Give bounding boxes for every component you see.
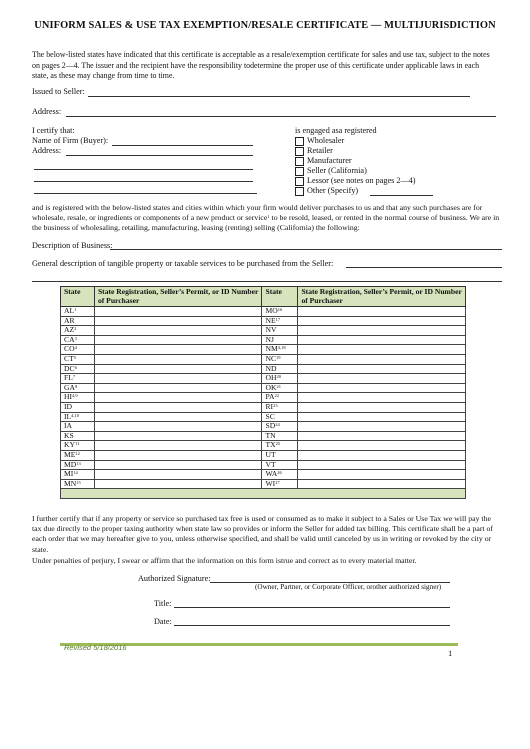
other-checkbox[interactable]	[295, 187, 304, 196]
state-footnote: 4,18	[277, 345, 286, 351]
state-code: TN	[265, 430, 276, 440]
state-code: HI	[64, 392, 73, 402]
state-footnote: 24	[275, 422, 280, 428]
registered-paragraph: and is registered with the below-listed states and cities within which your firm would deliver purchases to us and that any such purchases are for wholesale, resale, or ingredients or components of a new product or service$^1$ to be resold, leased, or rented in the normal course of business. We are in the business of wholesaling, retailing, manufacturing, leasing (renting) selling (California) the following:	[32, 203, 500, 233]
lessor-checkbox[interactable]	[295, 177, 304, 186]
state-footnote: 12	[75, 450, 80, 456]
registration-number-field[interactable]	[94, 307, 262, 317]
registration-column-header: State Registration, Seller’s Permit, or ID Number of Purchaser	[94, 287, 262, 307]
states-table-body	[61, 307, 466, 499]
signature-note: (Owner, Partner, or Corporate Officer, orother authorized signer)	[255, 583, 442, 591]
states-table	[60, 286, 466, 499]
wholesaler-checkbox[interactable]	[295, 137, 304, 146]
registration-number-field[interactable]	[94, 345, 262, 355]
registration-number-field[interactable]	[94, 431, 262, 441]
general-description-label: General description of tangible property or taxable services to be purchased from the Seller:	[32, 259, 334, 268]
table-row	[61, 412, 466, 422]
state-footnote: 26	[277, 470, 282, 476]
state-code: NV	[265, 325, 277, 335]
state-code: ME	[64, 449, 76, 459]
state-code: CO	[64, 344, 75, 354]
state-footnote: 2	[74, 326, 77, 332]
firm-address-label: Address:	[32, 146, 62, 155]
general-description-field-1[interactable]	[346, 267, 502, 268]
state-code: WI	[265, 478, 276, 488]
registration-number-field[interactable]	[94, 422, 262, 432]
state-code: MO	[265, 306, 278, 315]
state-code: TX	[265, 440, 276, 450]
issued-to-label: Issued to Seller:	[32, 87, 85, 96]
state-footnote: 20	[276, 374, 281, 380]
state-code: ID	[64, 401, 73, 411]
seller-california-label: Seller (California)	[307, 166, 367, 175]
state-code-cell	[262, 479, 298, 489]
table-header-row	[61, 287, 466, 307]
table-row	[61, 364, 466, 374]
signature-label: Authorized Signature:	[138, 574, 211, 583]
state-code: OK	[265, 382, 277, 392]
registration-number-field[interactable]	[298, 470, 466, 480]
registration-number-field[interactable]	[298, 307, 466, 317]
state-code: MI	[64, 469, 74, 479]
state-footnote: 21	[276, 383, 281, 389]
registration-number-field[interactable]	[298, 374, 466, 384]
seller-california-checkbox[interactable]	[295, 167, 304, 176]
table-row	[61, 374, 466, 384]
registration-number-field[interactable]	[94, 364, 262, 374]
registration-number-field[interactable]	[94, 479, 262, 489]
state-code: NC	[265, 353, 277, 363]
firm-name-label: Name of Firm (Buyer):	[32, 136, 109, 145]
registration-number-field[interactable]	[298, 412, 466, 422]
table-footer-row	[61, 489, 466, 499]
state-code: CA	[64, 334, 75, 344]
state-footnote: 3	[74, 335, 77, 341]
seller-address-label: Address:	[32, 107, 62, 116]
state-code: CT	[64, 353, 74, 363]
state-footnote: 16	[277, 307, 283, 312]
state-code: MN	[64, 478, 77, 488]
description-label: Description of Business:	[32, 241, 113, 250]
registration-number-field[interactable]	[298, 393, 466, 403]
table-row	[61, 470, 466, 480]
registration-number-field[interactable]	[298, 364, 466, 374]
state-footnote: 27	[275, 479, 280, 485]
revised-date: Revised 5/18/2016	[64, 643, 127, 652]
state-code: MD	[64, 459, 77, 469]
state-code: SD	[265, 421, 276, 431]
registration-number-field[interactable]	[94, 412, 262, 422]
state-footnote: 1	[74, 307, 77, 312]
registration-number-field[interactable]	[94, 354, 262, 364]
registration-number-field[interactable]	[298, 450, 466, 460]
table-row	[61, 479, 466, 489]
title-label: Title:	[154, 599, 172, 608]
registration-number-field[interactable]	[94, 441, 262, 451]
state-code: UT	[265, 449, 276, 459]
other-specify-field[interactable]	[370, 195, 433, 196]
state-footnote: 11	[74, 441, 80, 447]
lessor-label: Lessor (see notes on pages 2—4)	[307, 176, 416, 185]
state-code: KS	[64, 430, 74, 440]
registration-column-header: State Registration, Seller’s Permit, or ID Number of Purchaser	[298, 287, 466, 307]
state-footnote: 4,10	[71, 412, 80, 418]
state-code: PA	[265, 392, 275, 402]
registration-number-field[interactable]	[94, 383, 262, 393]
state-code: SC	[265, 411, 275, 421]
registration-number-field[interactable]	[298, 316, 466, 326]
state-code: IA	[64, 421, 73, 431]
state-code: VT	[265, 459, 276, 469]
state-footnote: 23	[273, 402, 278, 408]
retailer-checkbox[interactable]	[295, 147, 304, 156]
registration-number-field[interactable]	[94, 316, 262, 326]
registration-number-field[interactable]	[298, 402, 466, 412]
state-footnote: 17	[275, 316, 281, 322]
date-label: Date:	[154, 617, 172, 626]
description-field[interactable]	[110, 249, 502, 250]
state-code: OH	[265, 373, 277, 383]
seller-address-field[interactable]	[66, 116, 496, 117]
state-footnote: 4	[74, 345, 77, 351]
table-row	[61, 460, 466, 470]
firm-address-field-3[interactable]	[34, 181, 253, 182]
state-footnote: 25	[275, 441, 281, 447]
state-footnote: 4,9	[72, 393, 78, 399]
other-label: Other (Specify)	[307, 186, 359, 195]
state-footnote: 15	[76, 479, 81, 485]
state-footnote: 14	[73, 470, 78, 476]
table-row	[61, 316, 466, 326]
state-footnote: 7	[72, 374, 76, 380]
perjury-statement: Under penalties of perjury, I swear or affirm that the information on this form istrue and correct as to every material matter.	[32, 556, 417, 565]
registration-number-field[interactable]	[298, 479, 466, 489]
registration-number-field[interactable]	[298, 354, 466, 364]
wholesaler-label: Wholesaler	[307, 136, 345, 145]
state-code: AR	[64, 315, 75, 325]
state-footnote: 19	[276, 354, 281, 360]
firm-address-field-4[interactable]	[34, 193, 257, 194]
table-row	[61, 354, 466, 364]
table-row	[61, 326, 466, 336]
retailer-label: Retailer	[307, 146, 333, 155]
table-row	[61, 345, 466, 355]
state-code: NM	[265, 344, 278, 354]
certify-label: I certify that:	[32, 126, 75, 135]
issued-to-field[interactable]	[88, 96, 470, 97]
table-row	[61, 441, 466, 451]
registration-number-field[interactable]	[298, 335, 466, 345]
state-column-header: State	[61, 287, 95, 307]
firm-name-field[interactable]	[112, 145, 253, 146]
state-code: ND	[265, 363, 277, 373]
table-row	[61, 422, 466, 432]
engaged-label: is engaged asa registered	[295, 126, 377, 135]
form-title: UNIFORM SALES & USE TAX EXEMPTION/RESALE CERTIFICATE — MULTIJURISDICTION	[34, 20, 496, 31]
state-code: IL	[64, 411, 72, 421]
registration-number-field[interactable]	[298, 441, 466, 451]
state-code: WA	[265, 469, 278, 479]
state-code: DC	[64, 363, 75, 373]
state-footnote: 13	[76, 460, 81, 466]
manufacturer-label: Manufacturer	[307, 156, 352, 165]
further-certify-paragraph: I further certify that if any property or service so purchased tax free is used or consumed as to make it subject to a Sales or Use Tax we will pay the tax due directly to the proper taxing authority when state law so provides or inform the Seller for added tax billing. This certificate shall be a part of each order that we may hereafter give to you, unless otherwise specified, and shall be valid until canceled by us in writing or revoked by the city or state.	[32, 514, 494, 554]
firm-address-field-2[interactable]	[34, 169, 253, 170]
title-field[interactable]	[174, 607, 450, 608]
manufacturer-checkbox[interactable]	[295, 157, 304, 166]
table-row	[61, 431, 466, 441]
table-row	[61, 393, 466, 403]
registration-number-field[interactable]	[94, 470, 262, 480]
registration-number-field[interactable]	[94, 374, 262, 384]
state-footnote: 6	[74, 364, 77, 370]
registration-number-field[interactable]	[298, 422, 466, 432]
registration-number-field[interactable]	[298, 383, 466, 393]
state-code: NJ	[265, 334, 274, 344]
state-footnote: 5	[73, 354, 76, 360]
table-row	[61, 307, 466, 317]
state-footnote: 22	[274, 393, 279, 399]
state-code: AL	[64, 306, 75, 315]
registration-number-field[interactable]	[298, 431, 466, 441]
state-code: RI	[265, 401, 274, 411]
registration-number-field[interactable]	[94, 393, 262, 403]
registration-number-field[interactable]	[298, 326, 466, 336]
table-row	[61, 402, 466, 412]
state-code: FL	[64, 373, 73, 383]
state-footnote: 8	[74, 383, 78, 389]
firm-address-field-1[interactable]	[66, 155, 253, 156]
registration-number-field[interactable]	[94, 402, 262, 412]
state-code: GA	[64, 382, 75, 392]
date-field[interactable]	[174, 625, 450, 626]
registration-number-field[interactable]	[298, 345, 466, 355]
table-row	[61, 383, 466, 393]
registration-number-field[interactable]	[94, 326, 262, 336]
state-code-cell	[61, 479, 95, 489]
state-code: NE	[265, 315, 276, 325]
registration-number-field[interactable]	[94, 450, 262, 460]
general-description-field-2[interactable]	[32, 281, 502, 282]
table-row	[61, 450, 466, 460]
table-row	[61, 335, 466, 345]
registration-number-field[interactable]	[94, 460, 262, 470]
state-code: KY	[64, 440, 75, 450]
intro-paragraph: The below-listed states have indicated that this certificate is acceptable as a resale/exemption certificate for sales and use tax, subject to the notes on pages 2—4. The issuer and the recipient have the responsibility todetermine the proper use of this certificate under applicable laws in each state, as these may change from time to time.	[32, 50, 490, 81]
registration-number-field[interactable]	[298, 460, 466, 470]
state-code: AZ	[64, 325, 75, 335]
table-footer-cell	[61, 489, 466, 499]
registration-number-field[interactable]	[94, 335, 262, 345]
page-number: 1	[448, 648, 453, 658]
state-column-header: State	[262, 287, 298, 307]
